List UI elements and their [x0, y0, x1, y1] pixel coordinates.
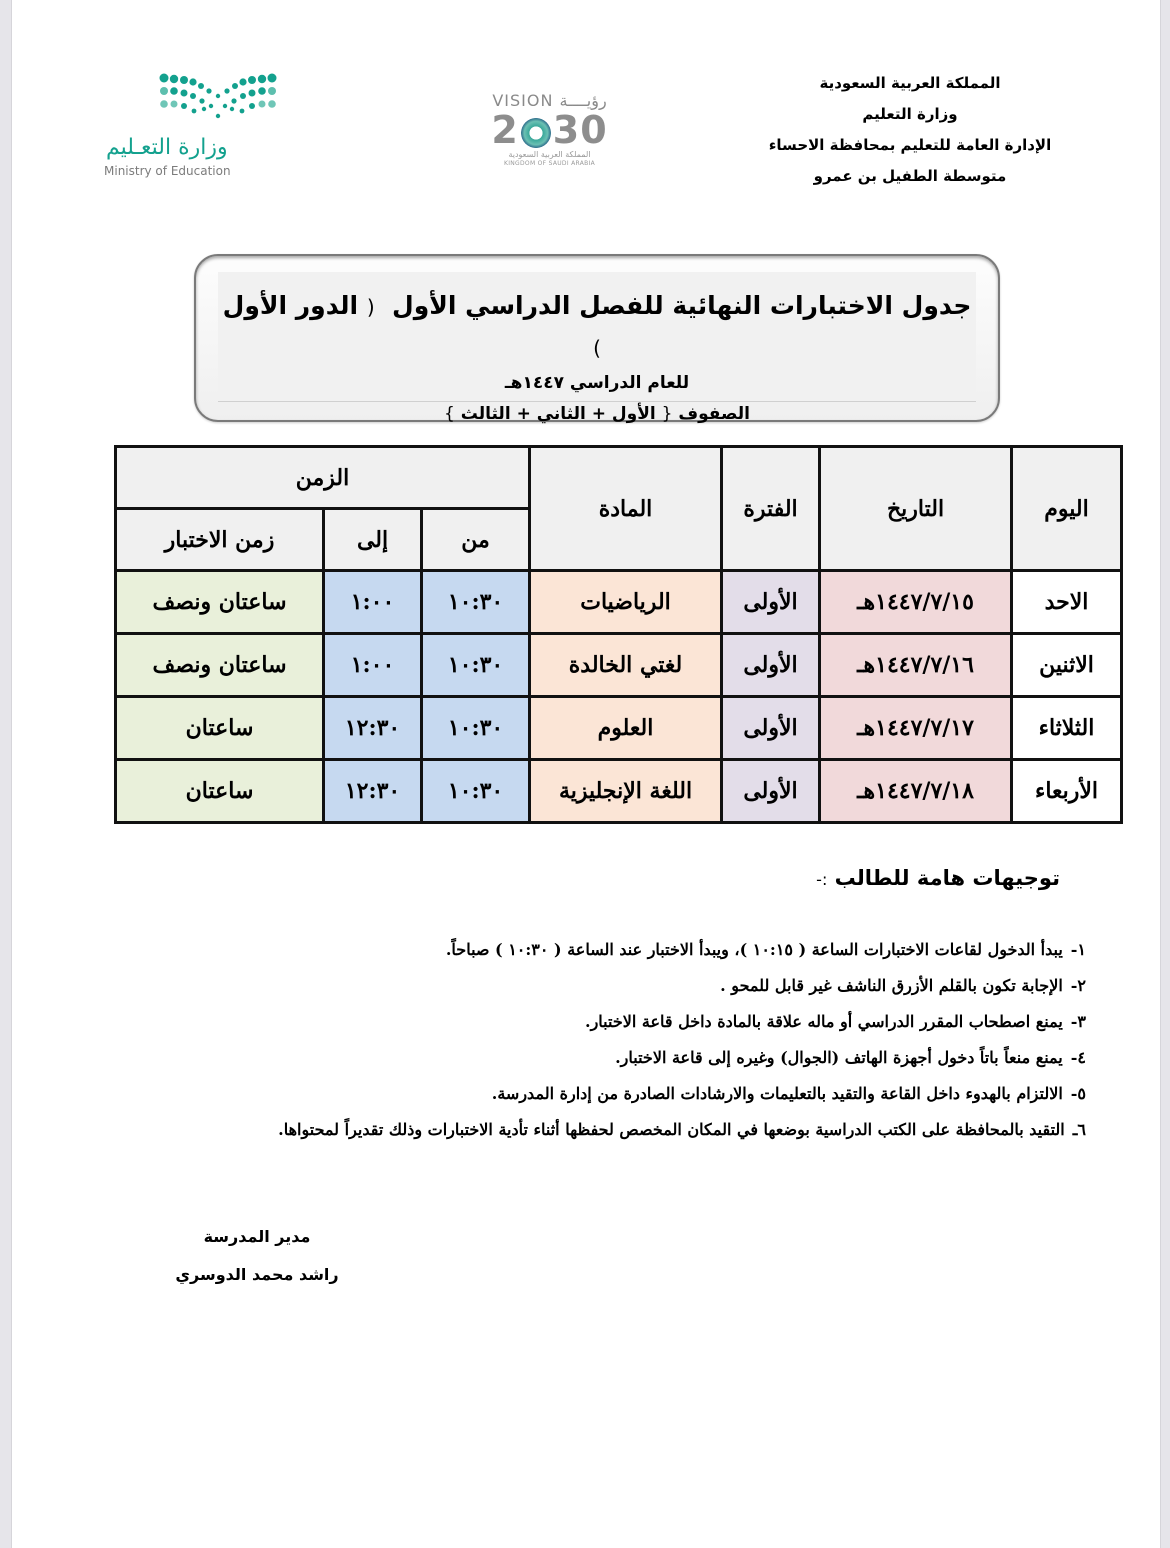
ministry-dots-icon	[158, 72, 278, 127]
header-time-group: الزمن	[116, 447, 530, 509]
cell-day: الاحد	[1012, 571, 1122, 634]
instruction-number: ٦ـ	[1072, 1120, 1086, 1139]
cell-from: ١٠:٣٠	[422, 634, 530, 697]
academic-year: للعام الدراسي ١٤٤٧هـ	[504, 373, 690, 393]
table-header-row	[116, 447, 1122, 509]
document-page	[11, 0, 1161, 1548]
saudi-emblem-icon	[521, 118, 551, 148]
cell-from: ١٠:٣٠	[422, 697, 530, 760]
cell-day: الثلاثاء	[1012, 697, 1122, 760]
cell-date: ١٤٤٧/٧/١٧هـ	[820, 697, 1012, 760]
instruction-number: ٣-	[1070, 1012, 1086, 1031]
header-country: المملكة العربية السعودية	[819, 74, 1001, 92]
instruction-text: الالتزام بالهدوء داخل القاعة والتقيد بالتعليمات والارشادات الصادرة من إدارة المدرسة.	[491, 1084, 1063, 1103]
vision-year-left: 2	[491, 108, 519, 152]
cell-subject: اللغة الإنجليزية	[530, 760, 722, 823]
cell-period: الأولى	[722, 634, 820, 697]
cell-date: ١٤٤٧/٧/١٦هـ	[820, 634, 1012, 697]
cell-subject: الرياضيات	[530, 571, 722, 634]
grades-label: الصفوف	[678, 404, 751, 424]
title-round: الدور الأول	[222, 291, 359, 320]
table-row	[116, 760, 1122, 823]
header-school: متوسطة الطفيل بن عمرو	[813, 167, 1007, 185]
instruction-item	[86, 1112, 1086, 1148]
ministry-logo	[100, 72, 280, 197]
cell-to: ١:٠٠	[324, 571, 422, 634]
header-institution	[760, 68, 1060, 192]
cell-period: الأولى	[722, 697, 820, 760]
cell-from: ١٠:٣٠	[422, 571, 530, 634]
title-paren-close: )	[593, 336, 601, 360]
vision-en: VISION	[492, 91, 554, 110]
signature-name: راشد محمد الدوسري	[175, 1265, 339, 1284]
vision-ar: رؤيــــة	[559, 91, 607, 110]
ministry-name-ar: وزارة التعـليم	[106, 135, 228, 160]
header-subject: المادة	[530, 447, 722, 571]
cell-from: ١٠:٣٠	[422, 760, 530, 823]
instructions-sep: :-	[816, 870, 828, 889]
cell-to: ١٢:٣٠	[324, 760, 422, 823]
vision-sub-en: KINGDOM OF SAUDI ARABIA	[503, 160, 596, 167]
instruction-text: الإجابة تكون بالقلم الأزرق الناشف غير قابل للمحو .	[720, 976, 1063, 995]
instructions-title	[816, 866, 1060, 890]
cell-subject: لغتي الخالدة	[530, 634, 722, 697]
vision-sub-ar: المملكة العربية السعودية	[508, 150, 591, 159]
cell-period: الأولى	[722, 760, 820, 823]
cell-to: ١:٠٠	[324, 634, 422, 697]
header-period: الفترة	[722, 447, 820, 571]
instructions-heading: توجيهات هامة للطالب	[834, 866, 1060, 890]
instruction-text: التقيد بالمحافظة على الكتب الدراسية بوضعها في المكان المخصص لحفظها أثناء تأدية الاختبارات وذلك تقديراً لمحتواها.	[278, 1120, 1065, 1139]
vision-2030-logo	[462, 92, 637, 182]
ministry-name-en: Ministry of Education	[104, 164, 231, 178]
cell-duration: ساعتان	[116, 697, 324, 760]
instruction-item	[86, 1040, 1086, 1076]
title-box	[194, 254, 1000, 422]
cell-to: ١٢:٣٠	[324, 697, 422, 760]
instruction-text: يبدأ الدخول لقاعات الاختبارات الساعة ( ١٠:١٥ )، ويبدأ الاختبار عند الساعة ( ١٠:٣٠ ) صباحاً.	[445, 940, 1063, 959]
cell-subject: العلوم	[530, 697, 722, 760]
instruction-number: ١-	[1070, 940, 1086, 959]
instructions-list	[86, 932, 1086, 1148]
title-paren-open: (	[366, 295, 375, 319]
cell-duration: ساعتان ونصف	[116, 571, 324, 634]
cell-duration: ساعتان ونصف	[116, 634, 324, 697]
cell-duration: ساعتان	[116, 760, 324, 823]
header-directorate: الإدارة العامة للتعليم بمحافظة الاحساء	[768, 136, 1052, 154]
instruction-text: يمنع اصطحاب المقرر الدراسي أو ماله علاقة بالمادة داخل قاعة الاختبار.	[585, 1012, 1063, 1031]
vision-year	[462, 110, 637, 150]
vision-top	[462, 92, 637, 110]
header-duration: زمن الاختبار	[116, 509, 324, 571]
cell-date: ١٤٤٧/٧/١٨هـ	[820, 760, 1012, 823]
instruction-number: ٤-	[1070, 1048, 1086, 1067]
cell-day: الاثنين	[1012, 634, 1122, 697]
principal-signature	[162, 1218, 352, 1294]
instruction-number: ٥-	[1070, 1084, 1086, 1103]
grades-brace-close: }	[443, 404, 455, 424]
cell-day: الأربعاء	[1012, 760, 1122, 823]
instruction-item	[86, 968, 1086, 1004]
instruction-item	[86, 1076, 1086, 1112]
table-row	[116, 634, 1122, 697]
header-from: من	[422, 509, 530, 571]
title-inner	[218, 272, 976, 424]
instruction-item	[86, 1004, 1086, 1040]
signature-role: مدير المدرسة	[203, 1227, 311, 1246]
title-main: جدول الاختبارات النهائية للفصل الدراسي الأول	[392, 291, 972, 320]
cell-period: الأولى	[722, 571, 820, 634]
exam-schedule-title	[218, 286, 976, 368]
instruction-text: يمنع منعاً باتاً دخول أجهزة الهاتف (الجوال) وغيره إلى قاعة الاختبار.	[615, 1048, 1063, 1067]
header-day: اليوم	[1012, 447, 1122, 571]
grades-brace-open: {	[661, 404, 673, 424]
header-ministry: وزارة التعليم	[862, 105, 958, 123]
grades-values: الأول + الثاني + الثالث	[460, 404, 656, 424]
header-to: إلى	[324, 509, 422, 571]
table-row	[116, 571, 1122, 634]
header-date: التاريخ	[820, 447, 1012, 571]
exam-schedule-table	[114, 445, 1123, 824]
table-row	[116, 697, 1122, 760]
instruction-item	[86, 932, 1086, 968]
vision-year-right: 30	[552, 108, 608, 152]
instruction-number: ٢-	[1070, 976, 1086, 995]
cell-date: ١٤٤٧/٧/١٥هـ	[820, 571, 1012, 634]
grades-line	[218, 398, 976, 430]
